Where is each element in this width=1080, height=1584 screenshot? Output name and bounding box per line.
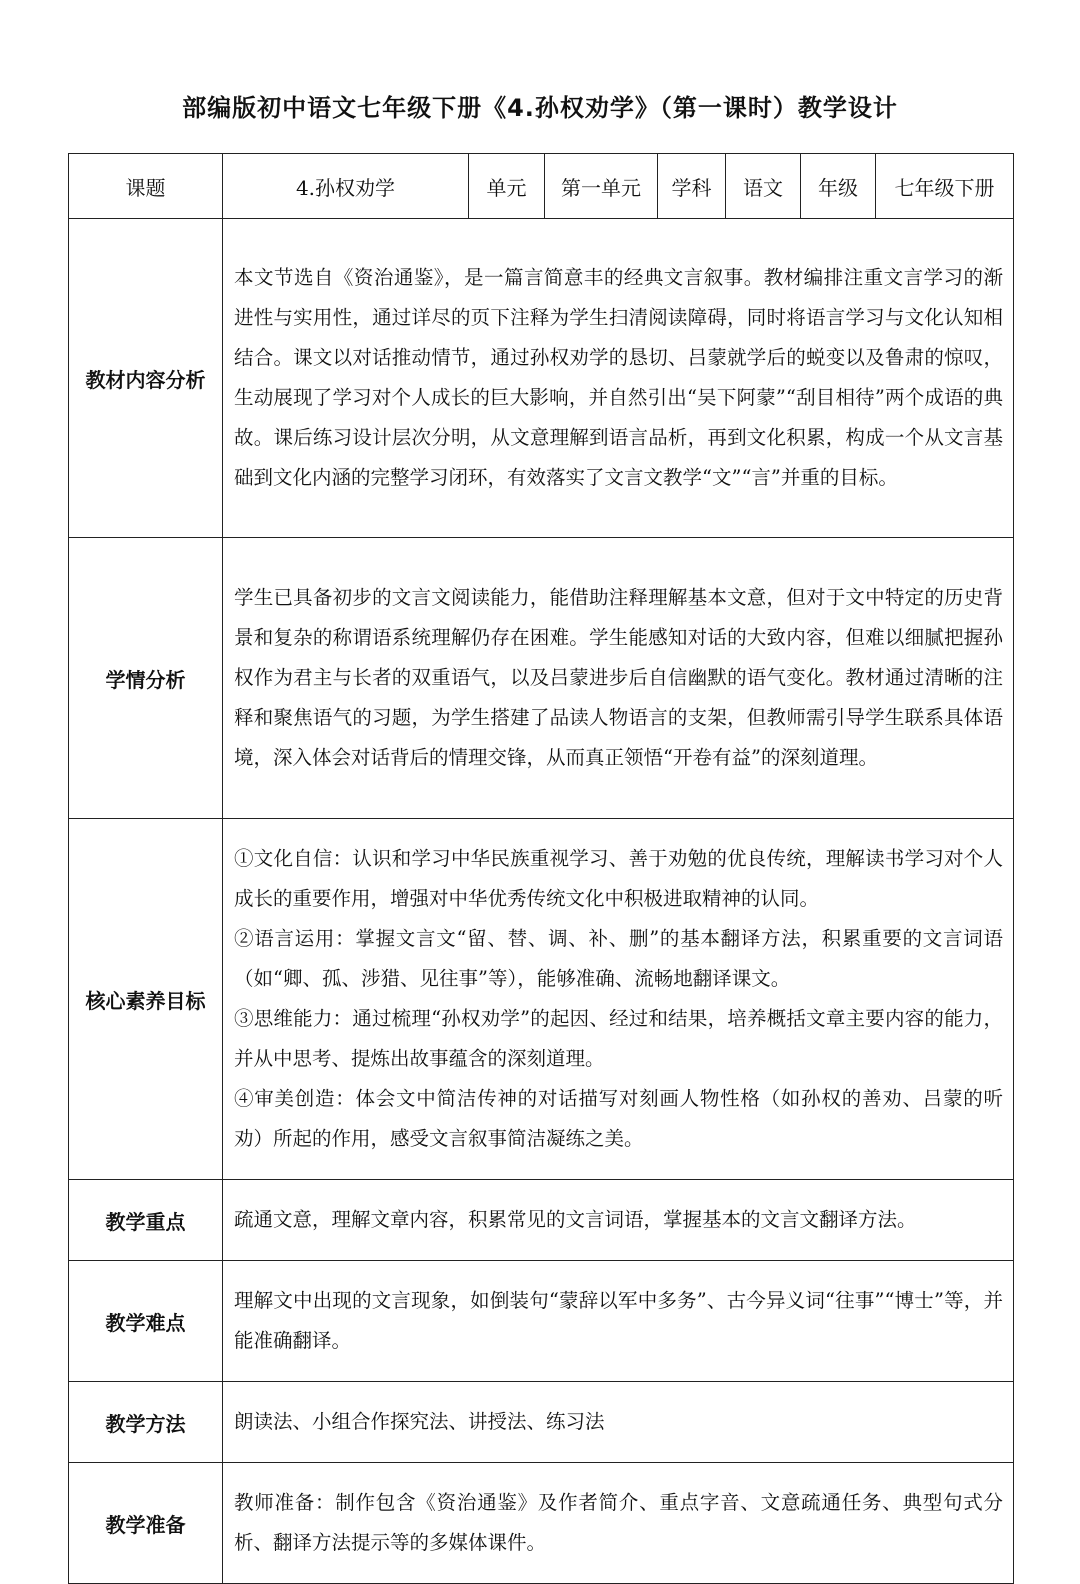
header-row: [69, 154, 1014, 219]
paragraph: 理解文中出现的文言现象，如倒装句“蒙辞以军中多务”、古今异义词“往事”“博士”等，并能准确翻译。: [234, 1289, 1003, 1352]
row-label: 教材内容分析: [69, 219, 223, 538]
row-label: 教学重点: [69, 1180, 223, 1261]
subject-label: 学科: [658, 154, 726, 219]
row-label: 核心素养目标: [69, 819, 223, 1180]
paragraph: 本文节选自《资治通鉴》，是一篇言简意丰的经典文言叙事。教材编排注重文言学习的渐进性与实用性，通过详尽的页下注释为学生扫清阅读障碍，同时将语言学习与文化认知相结合。课文以对话推动情节，通过孙权劝学的恳切、吕蒙就学后的蜕变以及鲁肃的惊叹，生动展现了学习对个人成长的巨大影响，并自然引出“吴下阿蒙”“刮目相待”两个成语的典故。课后练习设计层次分明，从文意理解到语言品析，再到文化积累，构成一个从文言基础到文化内涵的完整学习闭环，有效落实了文言文教学“文”“言”并重的目标。: [234, 266, 1003, 489]
row-label: 教学难点: [69, 1261, 223, 1382]
row-label: 教学准备: [69, 1463, 223, 1584]
lesson-plan-table: [68, 153, 1014, 1584]
subject-value: 语文: [726, 154, 801, 219]
topic-label: 课题: [69, 154, 223, 219]
row-content: [223, 819, 1014, 1180]
textbook-analysis-row: [69, 219, 1014, 538]
row-content: [223, 219, 1014, 538]
goal-item: ①文化自信：认识和学习中华民族重视学习、善于劝勉的优良传统，理解读书学习对个人成长的重要作用，增强对中华优秀传统文化中积极进取精神的认同。: [234, 847, 1003, 910]
row-content: [223, 538, 1014, 819]
unit-value: 第一单元: [545, 154, 658, 219]
preparation-row: [69, 1463, 1014, 1584]
goal-item: ③思维能力：通过梳理“孙权劝学”的起因、经过和结果，培养概括文章主要内容的能力，并从中思考、提炼出故事蕴含的深刻道理。: [234, 1007, 1003, 1070]
difficulties-row: [69, 1261, 1014, 1382]
goal-item: ④审美创造：体会文中简洁传神的对话描写对刻画人物性格（如孙权的善劝、吕蒙的听劝）所起的作用，感受文言叙事简洁凝练之美。: [234, 1087, 1003, 1150]
row-content: [223, 1261, 1014, 1382]
paragraph: 朗读法、小组合作探究法、讲授法、练习法: [234, 1410, 605, 1433]
paragraph: 学生已具备初步的文言文阅读能力，能借助注释理解基本文意，但对于文中特定的历史背景和复杂的称谓语系统理解仍存在困难。学生能感知对话的大致内容，但难以细腻把握孙权作为君主与长者的双重语气，以及吕蒙进步后自信幽默的语气变化。教材通过清晰的注释和聚焦语气的习题，为学生搭建了品读人物语言的支架，但教师需引导学生联系具体语境，深入体会对话背后的情理交锋，从而真正领悟“开卷有益”的深刻道理。: [234, 586, 1003, 769]
key-points-row: [69, 1180, 1014, 1261]
paragraph: 疏通文意，理解文章内容，积累常见的文言词语，掌握基本的文言文翻译方法。: [234, 1208, 917, 1231]
topic-value: 4.孙权劝学: [223, 154, 469, 219]
methods-row: [69, 1382, 1014, 1463]
grade-label: 年级: [801, 154, 876, 219]
grade-value: 七年级下册: [876, 154, 1014, 219]
row-content: [223, 1382, 1014, 1463]
page-title: 部编版初中语文七年级下册《4.孙权劝学》（第一课时）教学设计: [182, 94, 898, 122]
goal-item: ②语言运用：掌握文言文“留、替、调、补、删”的基本翻译方法，积累重要的文言词语（如“卿、孤、涉猎、见往事”等），能够准确、流畅地翻译课文。: [234, 927, 1003, 990]
unit-label: 单元: [469, 154, 545, 219]
learner-analysis-row: [69, 538, 1014, 819]
core-goals-row: [69, 819, 1014, 1180]
paragraph: 教师准备：制作包含《资治通鉴》及作者简介、重点字音、文意疏通任务、典型句式分析、翻译方法提示等的多媒体课件。: [234, 1491, 1003, 1554]
row-label: 学情分析: [69, 538, 223, 819]
row-content: [223, 1180, 1014, 1261]
row-label: 教学方法: [69, 1382, 223, 1463]
row-content: [223, 1463, 1014, 1584]
